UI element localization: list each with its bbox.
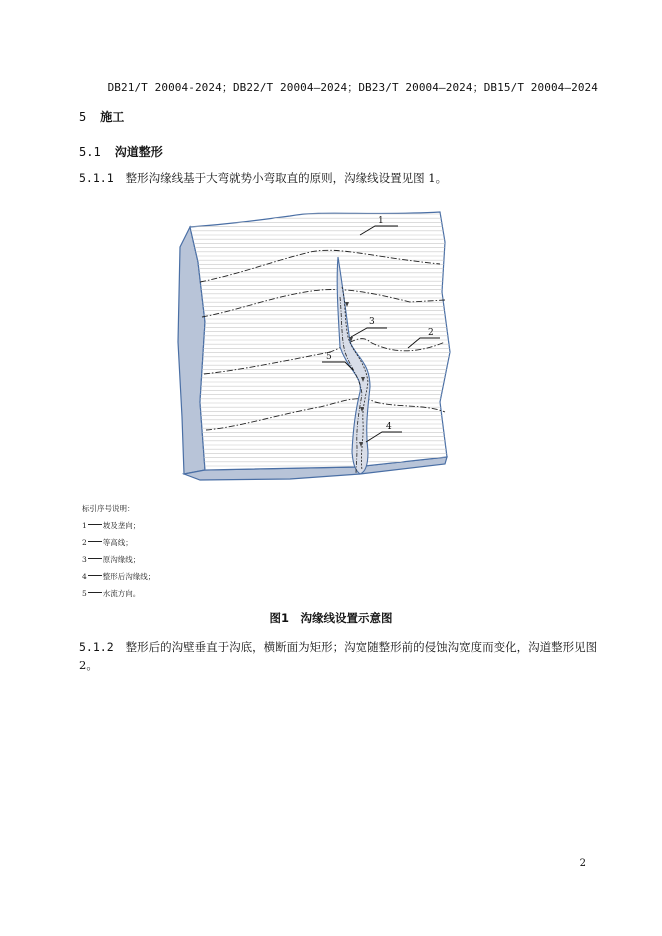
section-5-1-heading [79, 143, 163, 160]
paragraph-5-1-2 [79, 638, 601, 674]
section-title: 沟道整形 [114, 145, 163, 159]
clause-text: 整形后的沟壁垂直于沟底，横断面为矩形；沟宽随整形前的侵蚀沟宽度而变化，沟道整形见图 2。 [79, 640, 598, 672]
legend-item: 3 原沟缘线； [82, 555, 141, 564]
label-2: 2 [428, 328, 434, 338]
label-1: 1 [378, 216, 384, 226]
label-3: 3 [369, 317, 375, 327]
figure-legend [82, 500, 155, 602]
section-number: 5.1 [79, 145, 101, 159]
label-5: 5 [326, 352, 332, 362]
legend-title: 标引序号说明： [82, 504, 135, 513]
label-4: 4 [386, 422, 392, 432]
legend-item: 4 整形后沟缘线； [82, 572, 156, 581]
gully-diagram-svg [170, 202, 470, 487]
legend-item: 1 坡及垄向； [82, 521, 141, 530]
standard-header: DB21/T 20004-2024；DB22/T 20004—2024；DB23/T 20004—2024；DB15/T 20004—2024 [107, 81, 598, 94]
section-title: 施工 [100, 110, 125, 124]
clause-number: 5.1.2 [79, 640, 114, 654]
legend-item: 5 水流方向。 [82, 589, 141, 598]
section-number: 5 [79, 110, 87, 124]
paragraph-5-1-1 [79, 170, 447, 186]
legend-item: 2 等高线； [82, 538, 133, 547]
clause-text: 整形沟缘线基于大弯就势小弯取直的原则，沟缘线设置见图 1。 [125, 171, 448, 185]
section-5-heading [79, 108, 124, 125]
page-number: 2 [579, 858, 586, 869]
figure-1-diagram [170, 202, 470, 487]
clause-number: 5.1.1 [79, 171, 114, 185]
figure-caption: 图1 沟缘线设置示意图 [269, 611, 393, 625]
